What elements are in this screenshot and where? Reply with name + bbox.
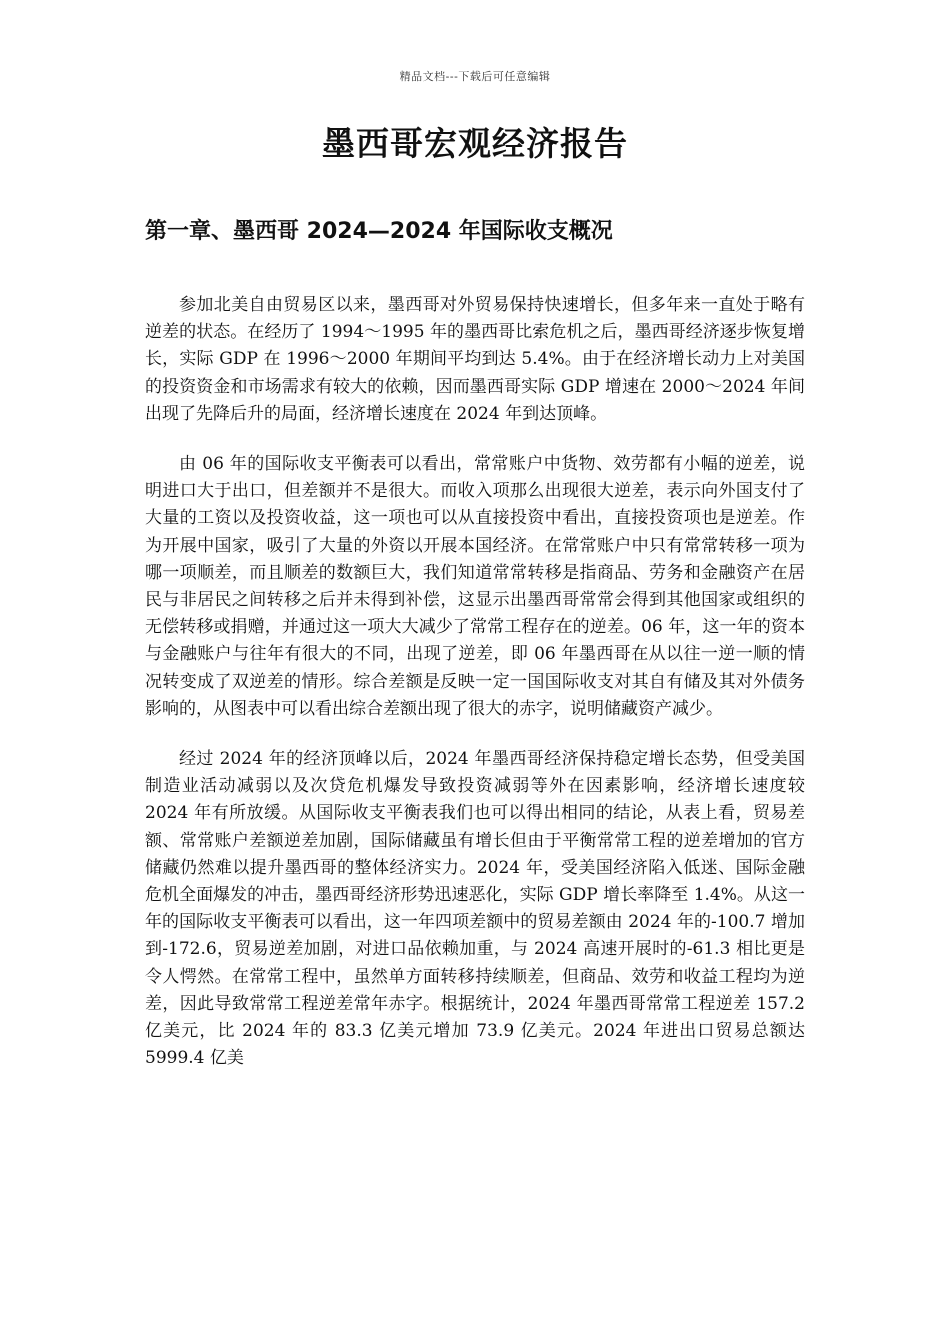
document-body (145, 292, 805, 1095)
paragraph-2: 由 06 年的国际收支平衡表可以看出，常常账户中货物、效劳都有小幅的逆差，说明进口大于出口，但差额并不是很大。而收入项那么出现很大逆差，表示向外国支付了大量的工资以及投资收益，这一项也可以从直接投资中看出，直接投资项也是逆差。作为开展中国家，吸引了大量的外资以开展本国经济。在常常账户中只有常常转移一项为哪一项顺差，而且顺差的数额巨大，我们知道常常转移是指商品、劳务和金融资产在居民与非居民之间转移之后并未得到补偿，这显示出墨西哥常常会得到其他国家或组织的无偿转移或捐赠，并通过这一项大大减少了常常工程存在的逆差。06 年，这一年的资本与金融账户与往年有很大的不同，出现了逆差，即 06 年墨西哥在从以往一逆一顺的情况转变成了双逆差的情形。综合差额是反映一定一国国际收支对其自有储及其对外债务影响的，从图表中可以看出综合差额出现了很大的赤字，说明储藏资产减少。 (145, 454, 805, 719)
paragraph-1: 参加北美自由贸易区以来，墨西哥对外贸易保持快速增长，但多年来一直处于略有逆差的状态。在经历了 1994～1995 年的墨西哥比索危机之后，墨西哥经济逐步恢复增长，实际 GDP 在 1996～2000 年期间平均到达 5.4%。由于在经济增长动力上对美国的投资资金和市场需求有较大的依赖，因而墨西哥实际 GDP 增速在 2000～2024 年间出现了先降后升的局面，经济增长速度在 2024 年到达顶峰。 (145, 295, 805, 424)
page-header-note: 精品文档---下载后可任意编辑 (399, 70, 551, 83)
document-title: 墨西哥宏观经济报告 (322, 124, 628, 163)
paragraph-3: 经过 2024 年的经济顶峰以后，2024 年墨西哥经济保持稳定增长态势，但受美国制造业活动减弱以及次贷危机爆发导致投资减弱等外在因素影响，经济增长速度较 2024 年有所放缓。从国际收支平衡表我们也可以得出相同的结论，从表上看，贸易差额、常常账户差额逆差加剧，国际储藏虽有增长但由于平衡常常工程的逆差增加的官方储藏仍然难以提升墨西哥的整体经济实力。2024 年，受美国经济陷入低迷、国际金融危机全面爆发的冲击，墨西哥经济形势迅速恶化，实际 GDP 增长率降至 1.4%。从这一年的国际收支平衡表可以看出，这一年四项差额中的贸易差额由 2024 年的-100.7 增加到-172.6，贸易逆差加剧，对进口品依赖加重，与 2024 高速开展时的-61.3 相比更是令人愕然。在常常工程中，虽然单方面转移持续顺差，但商品、效劳和收益工程均为逆差，因此导致常常工程逆差常年赤字。根据统计，2024 年墨西哥常常工程逆差 157.2 亿美元，比 2024 年的 83.3 亿美元增加 73.9 亿美元。2024 年进出口贸易总额达 5999.4 亿美 (145, 749, 805, 1069)
chapter-title: 第一章、墨西哥 2024—2024 年国际收支概况 (145, 219, 613, 244)
